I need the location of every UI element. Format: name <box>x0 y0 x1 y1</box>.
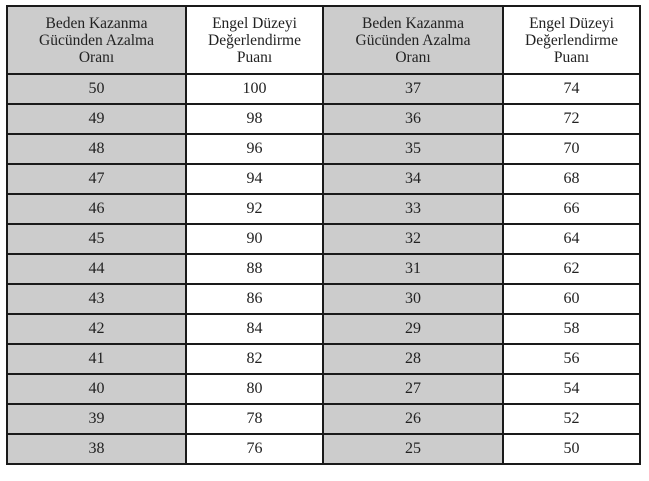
cell-body-capacity-loss-2: 27 <box>323 374 503 404</box>
cell-body-capacity-loss-1: 39 <box>7 404 186 434</box>
header-body-capacity-loss-2: Beden Kazanma Gücünden Azalma Oranı <box>323 6 503 74</box>
cell-disability-score-1: 90 <box>186 224 323 254</box>
cell-body-capacity-loss-1: 48 <box>7 134 186 164</box>
cell-disability-score-2: 58 <box>503 314 640 344</box>
cell-body-capacity-loss-1: 46 <box>7 194 186 224</box>
cell-disability-score-2: 66 <box>503 194 640 224</box>
cell-disability-score-1: 80 <box>186 374 323 404</box>
cell-disability-score-1: 84 <box>186 314 323 344</box>
cell-body-capacity-loss-2: 35 <box>323 134 503 164</box>
cell-disability-score-1: 78 <box>186 404 323 434</box>
table-row <box>7 224 640 254</box>
table-row <box>7 404 640 434</box>
header-body-capacity-loss-1: Beden Kazanma Gücünden Azalma Oranı <box>7 6 186 74</box>
table-row <box>7 254 640 284</box>
table-row <box>7 194 640 224</box>
cell-body-capacity-loss-2: 25 <box>323 434 503 464</box>
cell-body-capacity-loss-2: 30 <box>323 284 503 314</box>
cell-body-capacity-loss-1: 45 <box>7 224 186 254</box>
cell-disability-score-2: 70 <box>503 134 640 164</box>
cell-disability-score-1: 86 <box>186 284 323 314</box>
cell-body-capacity-loss-1: 44 <box>7 254 186 284</box>
cell-body-capacity-loss-2: 33 <box>323 194 503 224</box>
cell-disability-score-2: 54 <box>503 374 640 404</box>
cell-body-capacity-loss-2: 34 <box>323 164 503 194</box>
table-row <box>7 74 640 104</box>
cell-body-capacity-loss-1: 50 <box>7 74 186 104</box>
cell-disability-score-1: 88 <box>186 254 323 284</box>
cell-disability-score-1: 98 <box>186 104 323 134</box>
header-row <box>7 6 640 74</box>
cell-disability-score-2: 74 <box>503 74 640 104</box>
table-row <box>7 344 640 374</box>
cell-body-capacity-loss-1: 40 <box>7 374 186 404</box>
cell-disability-score-2: 50 <box>503 434 640 464</box>
cell-disability-score-1: 82 <box>186 344 323 374</box>
conversion-table <box>6 5 641 465</box>
table-row <box>7 164 640 194</box>
cell-disability-score-1: 100 <box>186 74 323 104</box>
header-disability-score-1: Engel Düzeyi Değerlendirme Puanı <box>186 6 323 74</box>
cell-body-capacity-loss-1: 47 <box>7 164 186 194</box>
header-disability-score-2: Engel Düzeyi Değerlendirme Puanı <box>503 6 640 74</box>
cell-disability-score-2: 60 <box>503 284 640 314</box>
table-row <box>7 314 640 344</box>
cell-disability-score-1: 94 <box>186 164 323 194</box>
table-row <box>7 134 640 164</box>
cell-body-capacity-loss-2: 29 <box>323 314 503 344</box>
cell-disability-score-2: 72 <box>503 104 640 134</box>
table-row <box>7 104 640 134</box>
cell-disability-score-2: 62 <box>503 254 640 284</box>
cell-disability-score-2: 64 <box>503 224 640 254</box>
cell-disability-score-1: 92 <box>186 194 323 224</box>
cell-body-capacity-loss-2: 32 <box>323 224 503 254</box>
cell-body-capacity-loss-2: 36 <box>323 104 503 134</box>
cell-disability-score-2: 68 <box>503 164 640 194</box>
cell-body-capacity-loss-1: 41 <box>7 344 186 374</box>
cell-body-capacity-loss-2: 31 <box>323 254 503 284</box>
cell-body-capacity-loss-2: 28 <box>323 344 503 374</box>
cell-body-capacity-loss-2: 37 <box>323 74 503 104</box>
cell-disability-score-2: 56 <box>503 344 640 374</box>
cell-body-capacity-loss-2: 26 <box>323 404 503 434</box>
table-row <box>7 434 640 464</box>
cell-disability-score-2: 52 <box>503 404 640 434</box>
table-body <box>7 74 640 464</box>
table-row <box>7 374 640 404</box>
cell-disability-score-1: 76 <box>186 434 323 464</box>
conversion-table-container <box>6 5 639 465</box>
cell-disability-score-1: 96 <box>186 134 323 164</box>
cell-body-capacity-loss-1: 43 <box>7 284 186 314</box>
cell-body-capacity-loss-1: 42 <box>7 314 186 344</box>
cell-body-capacity-loss-1: 49 <box>7 104 186 134</box>
cell-body-capacity-loss-1: 38 <box>7 434 186 464</box>
table-row <box>7 284 640 314</box>
